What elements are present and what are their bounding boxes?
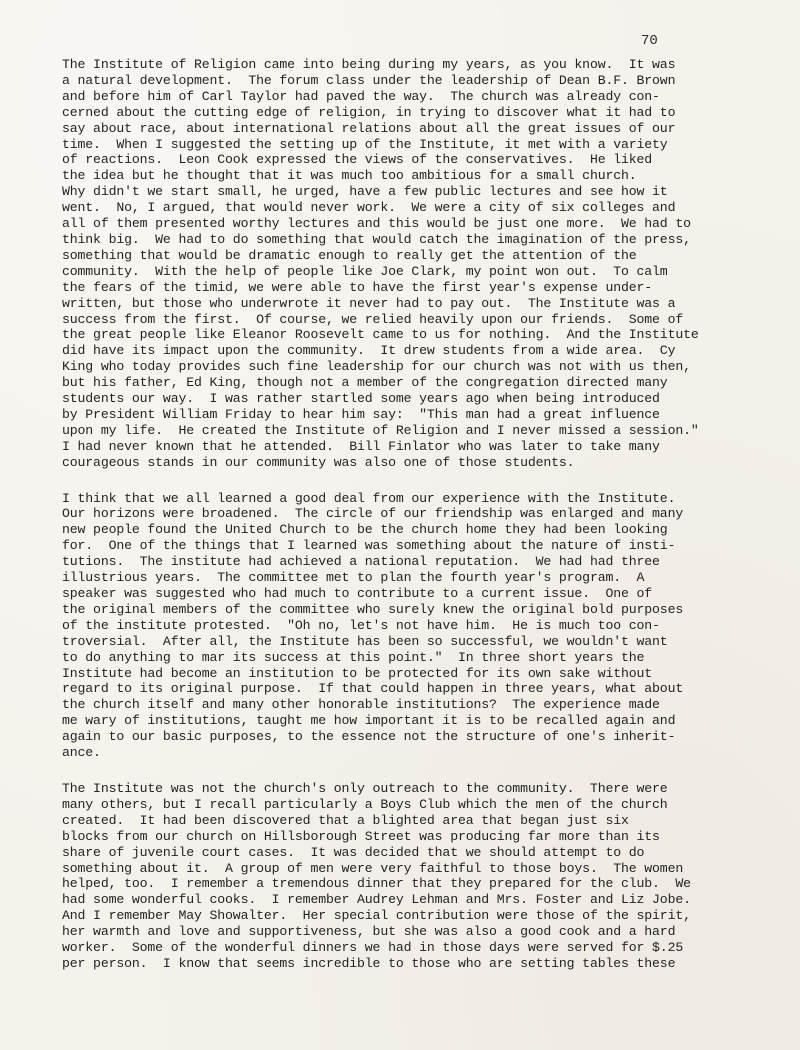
- text-line: Our horizons were broadened. The circle of our friendship was enlarged and many: [62, 506, 684, 522]
- text-line: The Institute of Religion came into being during my years, as you know. It was: [62, 57, 676, 72]
- text-line: the original members of the committee who surely knew the original bold purposes: [62, 601, 684, 617]
- text-line: ance.: [62, 745, 101, 761]
- text-line: went. No, I argued, that would never work. We were a city of six colleges and: [62, 200, 676, 216]
- text-line: written, but those who underwrote it never had to pay out. The Institute was a: [62, 295, 676, 311]
- text-line: speaker was suggested who had much to contribute to a current issue. One of: [62, 586, 653, 601]
- text-line: to do anything to mar its success at this point." In three short years the: [62, 649, 645, 665]
- text-line: but his father, Ed King, though not a member of the congregation directed many: [62, 375, 668, 391]
- text-line: per person. I know that seems incredible to those who are setting tables these: [62, 955, 676, 971]
- text-line: students our way. I was rather startled some years ago when being introduced: [62, 391, 660, 407]
- text-line: the church itself and many other honorable institutions? The experience made: [62, 697, 660, 713]
- text-line: worker. Some of the wonderful dinners we had in those days were served for $.25: [62, 940, 684, 956]
- text-line: the fears of the timid, we were able to have the first year's expense under-: [62, 279, 653, 295]
- text-line: share of juvenile court cases. It was decided that we should attempt to do: [62, 844, 645, 860]
- text-line: something that would be dramatic enough to really get the attention of the: [62, 247, 637, 263]
- paragraph-2: [62, 491, 774, 761]
- text-line: King who today provides such fine leadership for our church was not with us then,: [62, 359, 691, 375]
- text-line: many others, but I recall particularly a Boys Club which the men of the church: [62, 796, 668, 812]
- text-line: upon my life. He created the Institute of Religion and I never missed a session.": [62, 422, 699, 438]
- text-line: the idea but he thought that it was much too ambitious for a small church.: [62, 168, 637, 184]
- text-line: new people found the United Church to be the church home they had been looking: [62, 522, 668, 538]
- text-line: her warmth and love and supportiveness, but she was also a good cook and a hard: [62, 924, 676, 940]
- text-line: had some wonderful cooks. I remember Audrey Lehman and Mrs. Foster and Liz Jobe.: [62, 892, 691, 908]
- body-text: [62, 57, 774, 992]
- text-line: time. When I suggested the setting up of the Institute, it met with a variety: [62, 136, 668, 152]
- text-line: again to our basic purposes, to the essence not the structure of one's inherit-: [62, 729, 676, 745]
- text-line: all of them presented worthy lectures and this would be just one more. We had to: [62, 216, 691, 232]
- text-line: for. One of the things that I learned was something about the nature of insti-: [62, 538, 676, 554]
- text-line: cerned about the cutting edge of religion, in trying to discover what it had to: [62, 104, 676, 120]
- text-line: community. With the help of people like Joe Clark, my point won out. To calm: [62, 263, 668, 279]
- text-line: regard to its original purpose. If that could happen in three years, what about: [62, 681, 684, 697]
- text-line: something about it. A group of men were very faithful to those boys. The women: [62, 860, 684, 876]
- paragraph-1: [62, 57, 774, 471]
- text-line: And I remember May Showalter. Her special contribution were those of the spirit,: [62, 908, 691, 924]
- text-line: me wary of institutions, taught me how important it is to be recalled again and: [62, 713, 676, 729]
- text-line: courageous stands in our community was also one of those students.: [62, 454, 575, 470]
- text-line: a natural development. The forum class under the leadership of Dean B.F. Brown: [62, 72, 676, 88]
- text-line: Institute had become an institution to be protected for its own sake without: [62, 665, 653, 681]
- paragraph-3: [62, 781, 774, 972]
- text-line: tutions. The institute had achieved a national reputation. We had had three: [62, 554, 660, 570]
- text-line: the great people like Eleanor Roosevelt came to us for nothing. And the Institute: [62, 327, 699, 343]
- text-line: helped, too. I remember a tremendous dinner that they prepared for the club. We: [62, 876, 691, 892]
- text-line: of reactions. Leon Cook expressed the views of the conservatives. He liked: [62, 152, 653, 168]
- text-line: I had never known that he attended. Bill Finlator who was later to take many: [62, 438, 660, 454]
- text-line: Why didn't we start small, he urged, have a few public lectures and see how it: [62, 184, 668, 200]
- text-line: by President William Friday to hear him say: "This man had a great influence: [62, 406, 660, 422]
- text-line: created. It had been discovered that a blighted area that began just six: [62, 812, 629, 828]
- text-line: did have its impact upon the community. It drew students from a wide area. Cy: [62, 343, 676, 359]
- text-line: of the institute protested. "Oh no, let's not have him. He is much too con-: [62, 617, 660, 633]
- text-line: blocks from our church on Hillsborough Street was producing far more than its: [62, 828, 660, 844]
- text-line: and before him of Carl Taylor had paved the way. The church was already con-: [62, 88, 660, 104]
- text-line: I think that we all learned a good deal from our experience with the Institute.: [62, 490, 676, 506]
- page-number: 70: [641, 33, 658, 49]
- text-line: troversial. After all, the Institute has been so successful, we wouldn't want: [62, 633, 668, 649]
- text-line: think big. We had to do something that would catch the imagination of the press,: [62, 231, 691, 247]
- text-line: say about race, about international relations about all the great issues of our: [62, 120, 676, 136]
- text-line: illustrious years. The committee met to plan the fourth year's program. A: [62, 570, 645, 586]
- text-line: success from the first. Of course, we relied heavily upon our friends. Some of: [62, 311, 684, 327]
- text-line: The Institute was not the church's only outreach to the community. There were: [62, 780, 668, 796]
